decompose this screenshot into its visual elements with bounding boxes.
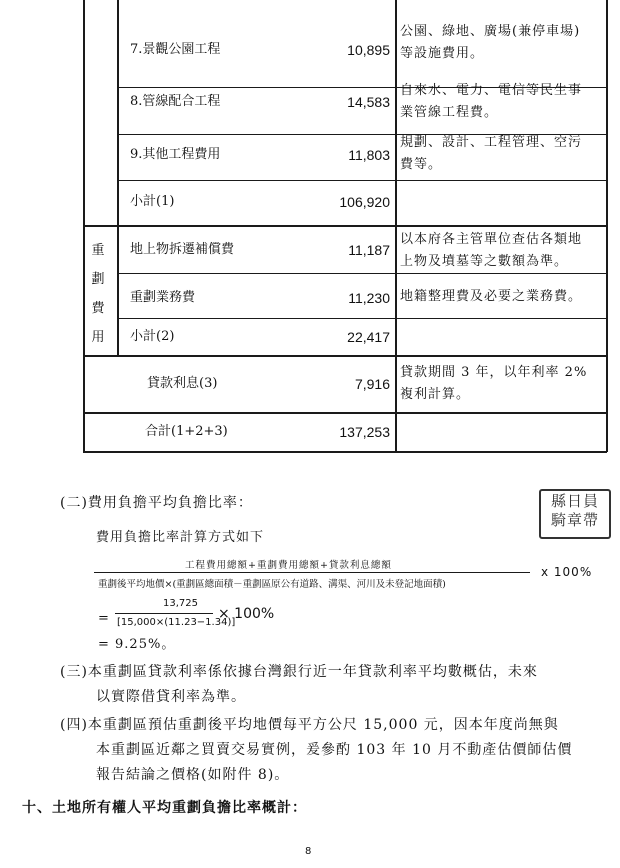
calc-numerator: 13,725 xyxy=(163,598,198,609)
row-amount: 11,187 xyxy=(348,242,390,258)
formula-numerator: 工程費用總額+重劃費用總額+貸款利息總額 xyxy=(185,560,392,571)
section-2-heading: (二)費用負擔平均負擔比率： xyxy=(60,495,253,511)
total-amount: 137,253 xyxy=(339,424,390,440)
total-label: 合計(1+2+3) xyxy=(145,424,228,439)
section-10-heading: 十、土地所有權人平均重劃負擔比率概計： xyxy=(22,800,307,816)
formula-fraction-bar xyxy=(94,572,530,573)
section-4-line2: 本重劃區近鄰之買賣交易實例，爰參酌 103 年 10 月不動產估價師估價 xyxy=(96,742,573,758)
row-name: 8.管線配合工程 xyxy=(130,94,221,109)
subtotal-2-amount: 22,417 xyxy=(347,329,390,345)
calc-denominator: [15,000×(11.23−1.34)] xyxy=(117,617,236,628)
group-label: 重 劃 費 用 xyxy=(91,243,105,345)
calc-fraction-bar xyxy=(115,613,213,614)
calc-eq: = xyxy=(98,611,110,626)
row-name: 地上物拆遷補償費 xyxy=(130,242,235,257)
row-amount: 14,583 xyxy=(347,94,390,110)
row-note: 公園、綠地、廣場(兼停車場) 等設施費用。 xyxy=(400,24,581,61)
formula-factor: x 100% xyxy=(541,565,593,579)
row-note: 規劃、設計、工程管理、空污 費等。 xyxy=(400,135,583,172)
row-amount: 10,895 xyxy=(347,42,390,58)
subtotal-1-label: 小計(1) xyxy=(130,194,175,209)
section-4-line1: (四)本重劃區預估重劃後平均地價每平方公尺 15,000 元，因本年度尚無與 xyxy=(60,717,559,733)
interest-label: 貸款利息(3) xyxy=(147,376,218,391)
section-2-intro: 費用負擔比率計算方式如下 xyxy=(96,530,265,545)
formula-denominator: 重劃後平均地價×(重劃區總面積－重劃區原公有道路、溝渠、河川及未登記地面積) xyxy=(98,579,446,590)
subtotal-2-label: 小計(2) xyxy=(130,329,175,344)
seal-stamp: 縣日員 騎章帶 xyxy=(539,489,611,539)
subtotal-1-amount: 106,920 xyxy=(339,194,390,210)
interest-note: 貸款期間 3 年，以年利率 2% 複利計算。 xyxy=(400,365,588,402)
row-name: 7.景觀公園工程 xyxy=(130,42,221,57)
calc-factor: × 100% xyxy=(218,606,275,622)
section-3-line1: (三)本重劃區貸款利率係依據台灣銀行近一年貸款利率平均數概估，未來 xyxy=(60,664,538,680)
interest-amount: 7,916 xyxy=(354,376,390,392)
row-name: 9.其他工程費用 xyxy=(130,147,221,162)
row-amount: 11,803 xyxy=(348,147,390,163)
row-note: 以本府各主管單位查估各類地 上物及墳墓等之數額為準。 xyxy=(400,232,583,269)
row-amount: 11,230 xyxy=(348,290,390,306)
calc-result: = 9.25%。 xyxy=(98,637,176,652)
section-4-line3: 報告結論之價格(如附件 8)。 xyxy=(96,767,290,783)
row-name: 重劃業務費 xyxy=(130,290,196,305)
section-3-line2: 以實際借貸利率為準。 xyxy=(96,689,246,705)
row-note: 自來水、電力、電信等民生事 業管線工程費。 xyxy=(400,83,583,120)
row-note: 地籍整理費及必要之業務費。 xyxy=(400,289,583,304)
page-number: 8 xyxy=(305,846,313,857)
